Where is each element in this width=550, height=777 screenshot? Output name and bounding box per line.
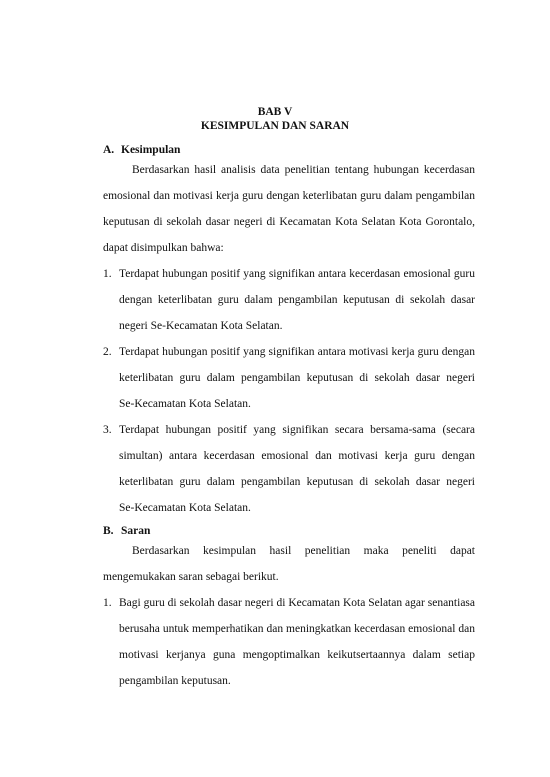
chapter-number: BAB V: [257, 106, 293, 118]
section-b-label: B.: [103, 525, 114, 537]
list-item-line: negeri Se-Kecamatan Kota Selatan.: [119, 320, 283, 332]
list-item-line: Se-Kecamatan Kota Selatan.: [119, 398, 251, 410]
list-item-line: Bagi guru di sekolah dasar negeri di Kecamatan Kota Selatan agar senantiasa: [119, 597, 475, 609]
section-b-heading: [103, 524, 150, 538]
list-item-line: simultan) antara kecerdasan emosional dan motivasi kerja guru dengan: [119, 450, 475, 462]
list-item-line: Se-Kecamatan Kota Selatan.: [119, 502, 251, 514]
list-item-line: Terdapat hubungan positif yang signifikan antara kecerdasan emosional guru: [119, 268, 475, 280]
list-number: 3.: [103, 424, 112, 436]
paragraph-line: mengemukakan saran sebagai berikut.: [103, 571, 279, 583]
list-item-line: Terdapat hubungan positif yang signifikan antara motivasi kerja guru dengan: [119, 346, 475, 358]
list-number: 1.: [103, 597, 112, 609]
paragraph-line: Berdasarkan kesimpulan hasil penelitian maka peneliti dapat: [132, 545, 475, 557]
list-item-line: berusaha untuk memperhatikan dan meningkatkan kecerdasan emosional dan: [119, 623, 475, 635]
list-item-line: keterlibatan guru dalam pengambilan keputusan di sekolah dasar negeri: [119, 476, 475, 488]
paragraph-line: dapat disimpulkan bahwa:: [103, 242, 224, 254]
list-item-line: motivasi kerjanya guna mengoptimalkan keikutsertaannya dalam setiap: [119, 649, 475, 661]
section-a-label: A.: [103, 144, 115, 156]
list-item-line: Terdapat hubungan positif yang signifikan secara bersama-sama (secara: [119, 424, 475, 436]
list-item-line: dengan keterlibatan guru dalam pengambilan keputusan di sekolah dasar: [119, 294, 475, 306]
list-item-line: keterlibatan guru dalam pengambilan keputusan di sekolah dasar negeri: [119, 372, 475, 384]
list-number: 2.: [103, 346, 112, 358]
list-number: 1.: [103, 268, 112, 280]
section-a-title: Kesimpulan: [121, 144, 181, 156]
paragraph-line: emosional dan motivasi kerja guru dengan keterlibatan guru dalam pengambilan: [103, 190, 475, 202]
paragraph-line: keputusan di sekolah dasar negeri di Kecamatan Kota Selatan Kota Gorontalo,: [103, 216, 475, 228]
chapter-title: KESIMPULAN DAN SARAN: [200, 120, 350, 132]
list-item-line: pengambilan keputusan.: [119, 675, 231, 687]
section-a-heading: [103, 143, 180, 157]
section-b-title: Saran: [121, 525, 151, 537]
paragraph-line: Berdasarkan hasil analisis data penelitian tentang hubungan kecerdasan: [132, 164, 475, 176]
